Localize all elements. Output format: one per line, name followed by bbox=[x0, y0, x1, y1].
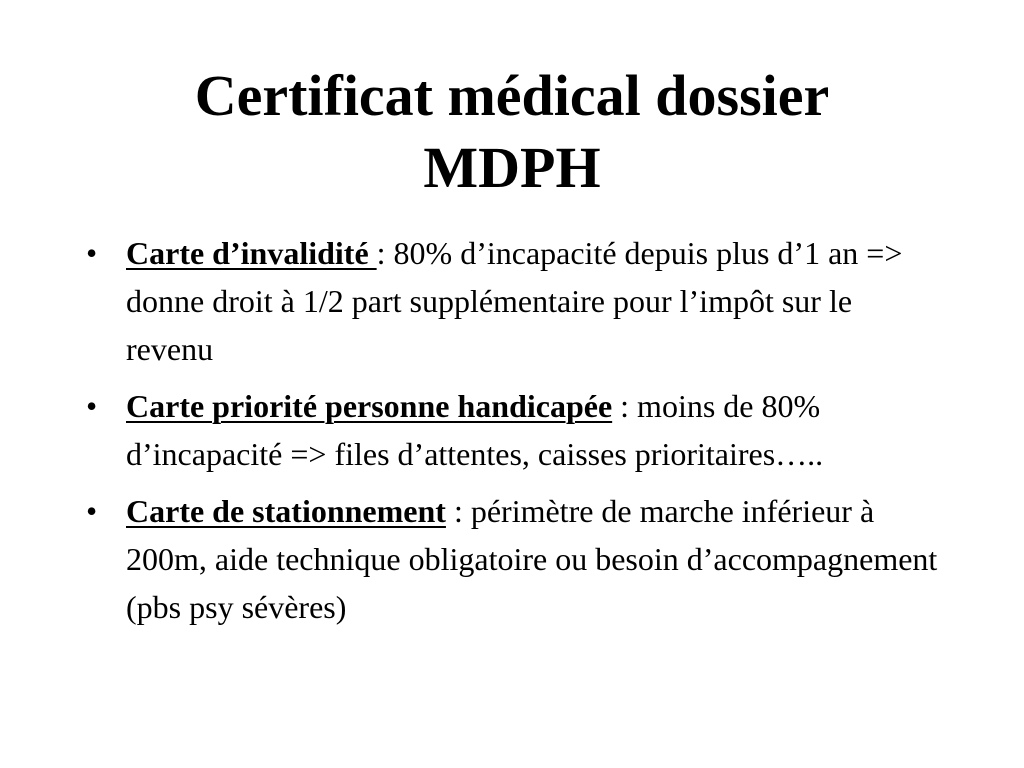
bullet-list bbox=[80, 229, 940, 640]
bullet-item-carte-priorite bbox=[80, 382, 940, 478]
bullet-term: Carte priorité personne handicapée bbox=[126, 388, 613, 424]
slide-title-line-2: MDPH bbox=[423, 135, 601, 200]
bullet-icon: • bbox=[86, 493, 98, 529]
slide-title-line-1: Certificat médical dossier bbox=[194, 63, 830, 128]
bullet-term: Carte de stationnement bbox=[126, 493, 446, 529]
bullet-item-carte-stationnement bbox=[80, 487, 940, 631]
bullet-item-carte-invalidite bbox=[80, 229, 940, 373]
slide-title bbox=[60, 60, 964, 204]
bullet-icon: • bbox=[86, 388, 98, 424]
bullet-text: : 80% d’incapacité depuis plus d’1 an => donne droit à 1/2 part supplémentaire pour l’impôt sur le revenu bbox=[126, 235, 903, 367]
bullet-text: : périmètre de marche inférieur à 200m, aide technique obligatoire ou besoin d’accompagnement (pbs psy sévères) bbox=[126, 493, 938, 625]
bullet-text: : moins de 80% d’incapacité => files d’attentes, caisses prioritaires….. bbox=[126, 388, 824, 472]
bullet-icon: • bbox=[86, 235, 98, 271]
bullet-term: Carte d’invalidité bbox=[126, 235, 377, 271]
